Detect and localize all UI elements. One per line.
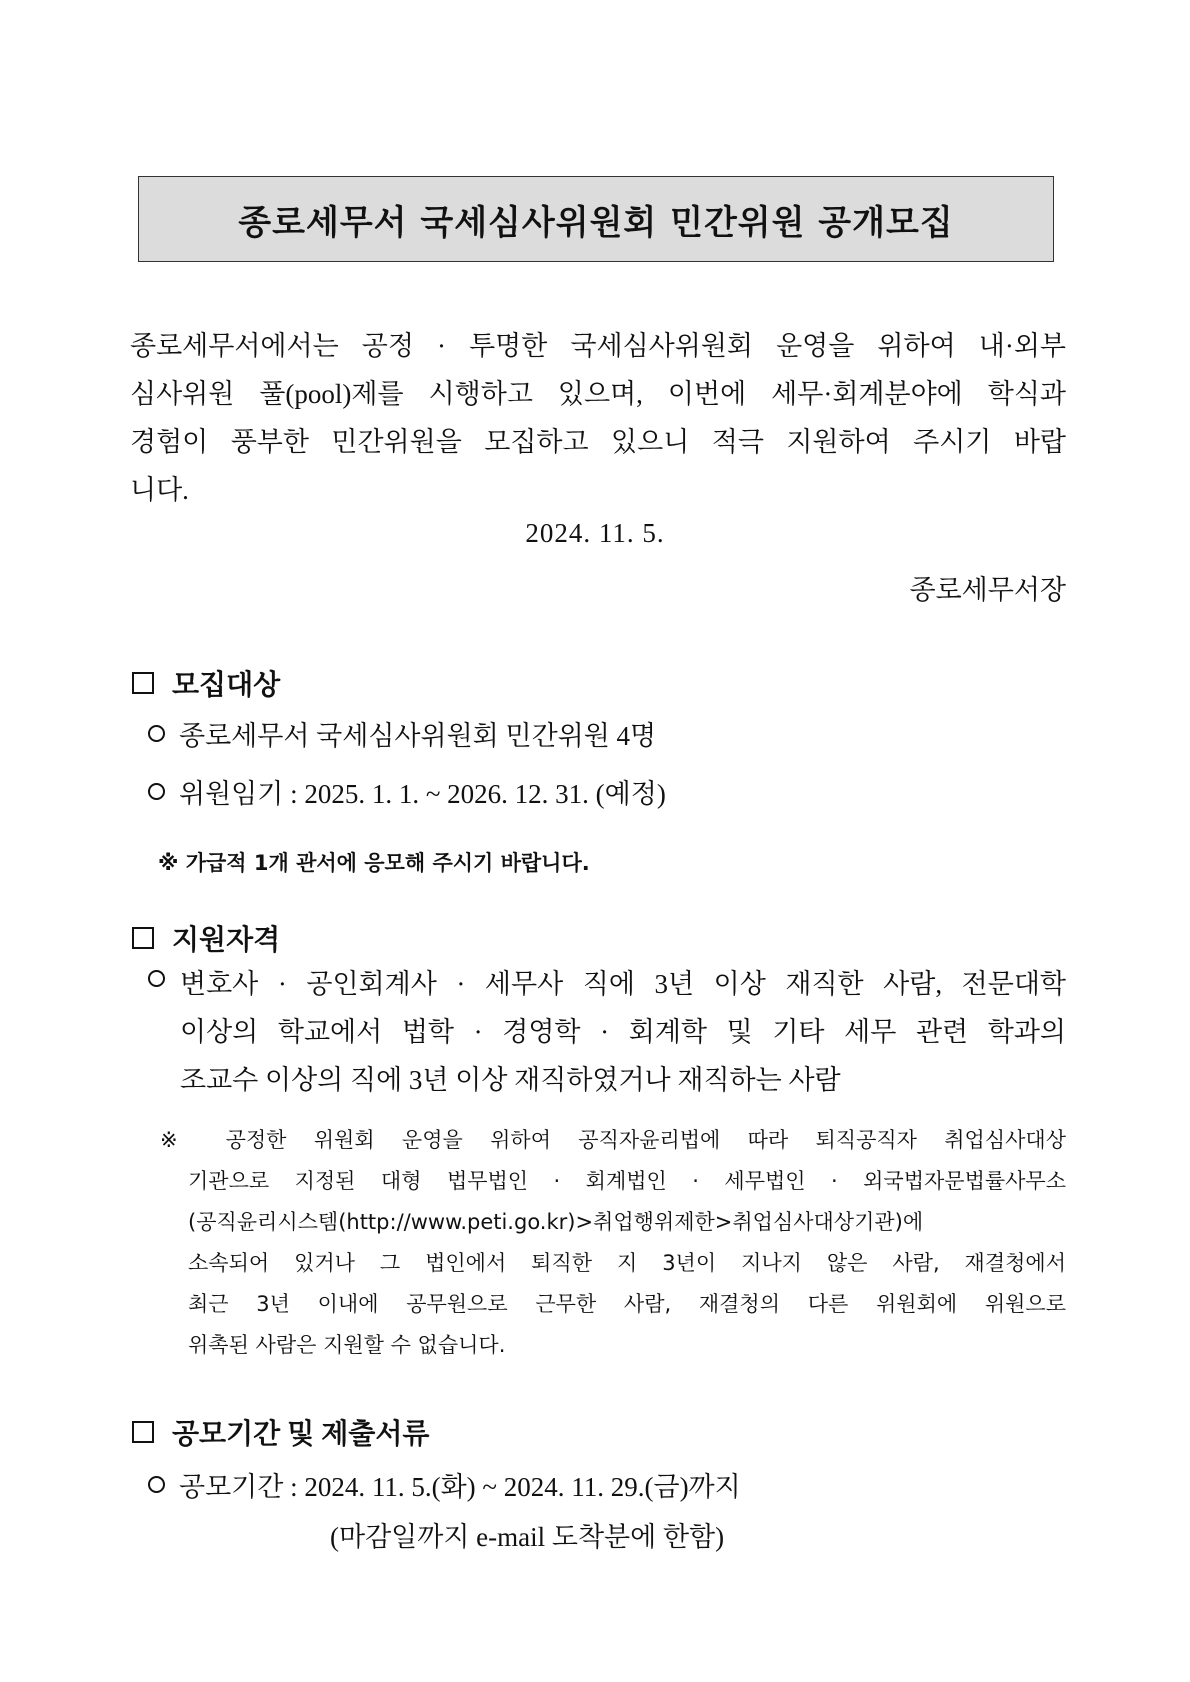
note-line: 소속되어 있거나 그 법인에서 퇴직한 지 3년이 지나지 않은 사람, 재결청에서 [188, 1251, 1066, 1275]
section-heading-label: 모집대상 [172, 670, 281, 701]
bullet-subtext: (마감일까지 e-mail 도착분에 한함) [330, 1522, 725, 1552]
note-line: (공직윤리시스템(http://www.peti.go.kr)>취업행위제한>취업심사대상기관)에 [188, 1210, 924, 1234]
bullet-item [148, 714, 656, 753]
circle-bullet-icon [148, 1476, 165, 1493]
bullet-item [148, 970, 179, 987]
note-line: 기관으로 지정된 대형 법무법인 · 회계법인 · 세무법인 · 외국법자문법률사무소 [188, 1169, 1066, 1193]
circle-bullet-icon [148, 783, 165, 800]
signer: 종로세무서장 [909, 575, 1066, 605]
qualification-line: 이상의 학교에서 법학 · 경영학 · 회계학 및 기타 세무 관련 학과의 [180, 1017, 1066, 1047]
section-heading-application-period [132, 1412, 429, 1452]
note-text: ※ 가급적 1개 관서에 응모해 주시기 바랍니다. [158, 851, 590, 875]
section-heading-label: 공모기간 및 제출서류 [172, 1419, 430, 1450]
bullet-text: 위원임기 : 2025. 1. 1. ~ 2026. 12. 31. (예정) [179, 779, 666, 809]
note-line: ※ 공정한 위원회 운영을 위하여 공직자윤리법에 따라 퇴직공직자 취업심사대상 [160, 1128, 1066, 1152]
section-heading-label: 지원자격 [172, 925, 281, 956]
intro-line: 종로세무서에서는 공정 · 투명한 국세심사위원회 운영을 위하여 내·외부 [130, 331, 1066, 361]
intro-paragraph [130, 322, 1066, 514]
qualification-line: 변호사 · 공인회계사 · 세무사 직에 3년 이상 재직한 사람, 전문대학 [180, 969, 1066, 999]
note-line: 최근 3년 이내에 공무원으로 근무한 사람, 재결청의 다른 위원회에 위원으로 [188, 1292, 1066, 1316]
note-line: 위촉된 사람은 지원할 수 없습니다. [188, 1333, 506, 1357]
intro-line: 심사위원 풀(pool)제를 시행하고 있으며, 이번에 세무·회계분야에 학식과 [130, 379, 1066, 409]
checkbox-square-icon [132, 927, 154, 949]
title-box [138, 176, 1054, 262]
page-title: 종로세무서 국세심사위원회 민간위원 공개모집 [238, 202, 954, 243]
intro-line: 니다. [130, 475, 189, 505]
notice-date: 2024. 11. 5. [525, 518, 665, 548]
checkbox-square-icon [132, 1421, 154, 1443]
eligibility-note [160, 1120, 1066, 1366]
bullet-text: 공모기간 : 2024. 11. 5.(화) ~ 2024. 11. 29.(금)까지 [179, 1472, 741, 1502]
bullet-item [148, 1465, 741, 1504]
qualification-text [180, 960, 1066, 1104]
section-heading-recruitment-target [132, 663, 280, 703]
intro-line: 경험이 풍부한 민간위원을 모집하고 있으니 적극 지원하여 주시기 바랍 [130, 427, 1066, 457]
qualification-line: 조교수 이상의 직에 3년 이상 재직하였거나 재직하는 사람 [180, 1065, 841, 1095]
bullet-text: 종로세무서 국세심사위원회 민간위원 4명 [179, 721, 657, 751]
circle-bullet-icon [148, 970, 165, 987]
checkbox-square-icon [132, 672, 154, 694]
bullet-item [148, 772, 666, 811]
section-heading-qualifications [132, 918, 280, 958]
circle-bullet-icon [148, 725, 165, 742]
